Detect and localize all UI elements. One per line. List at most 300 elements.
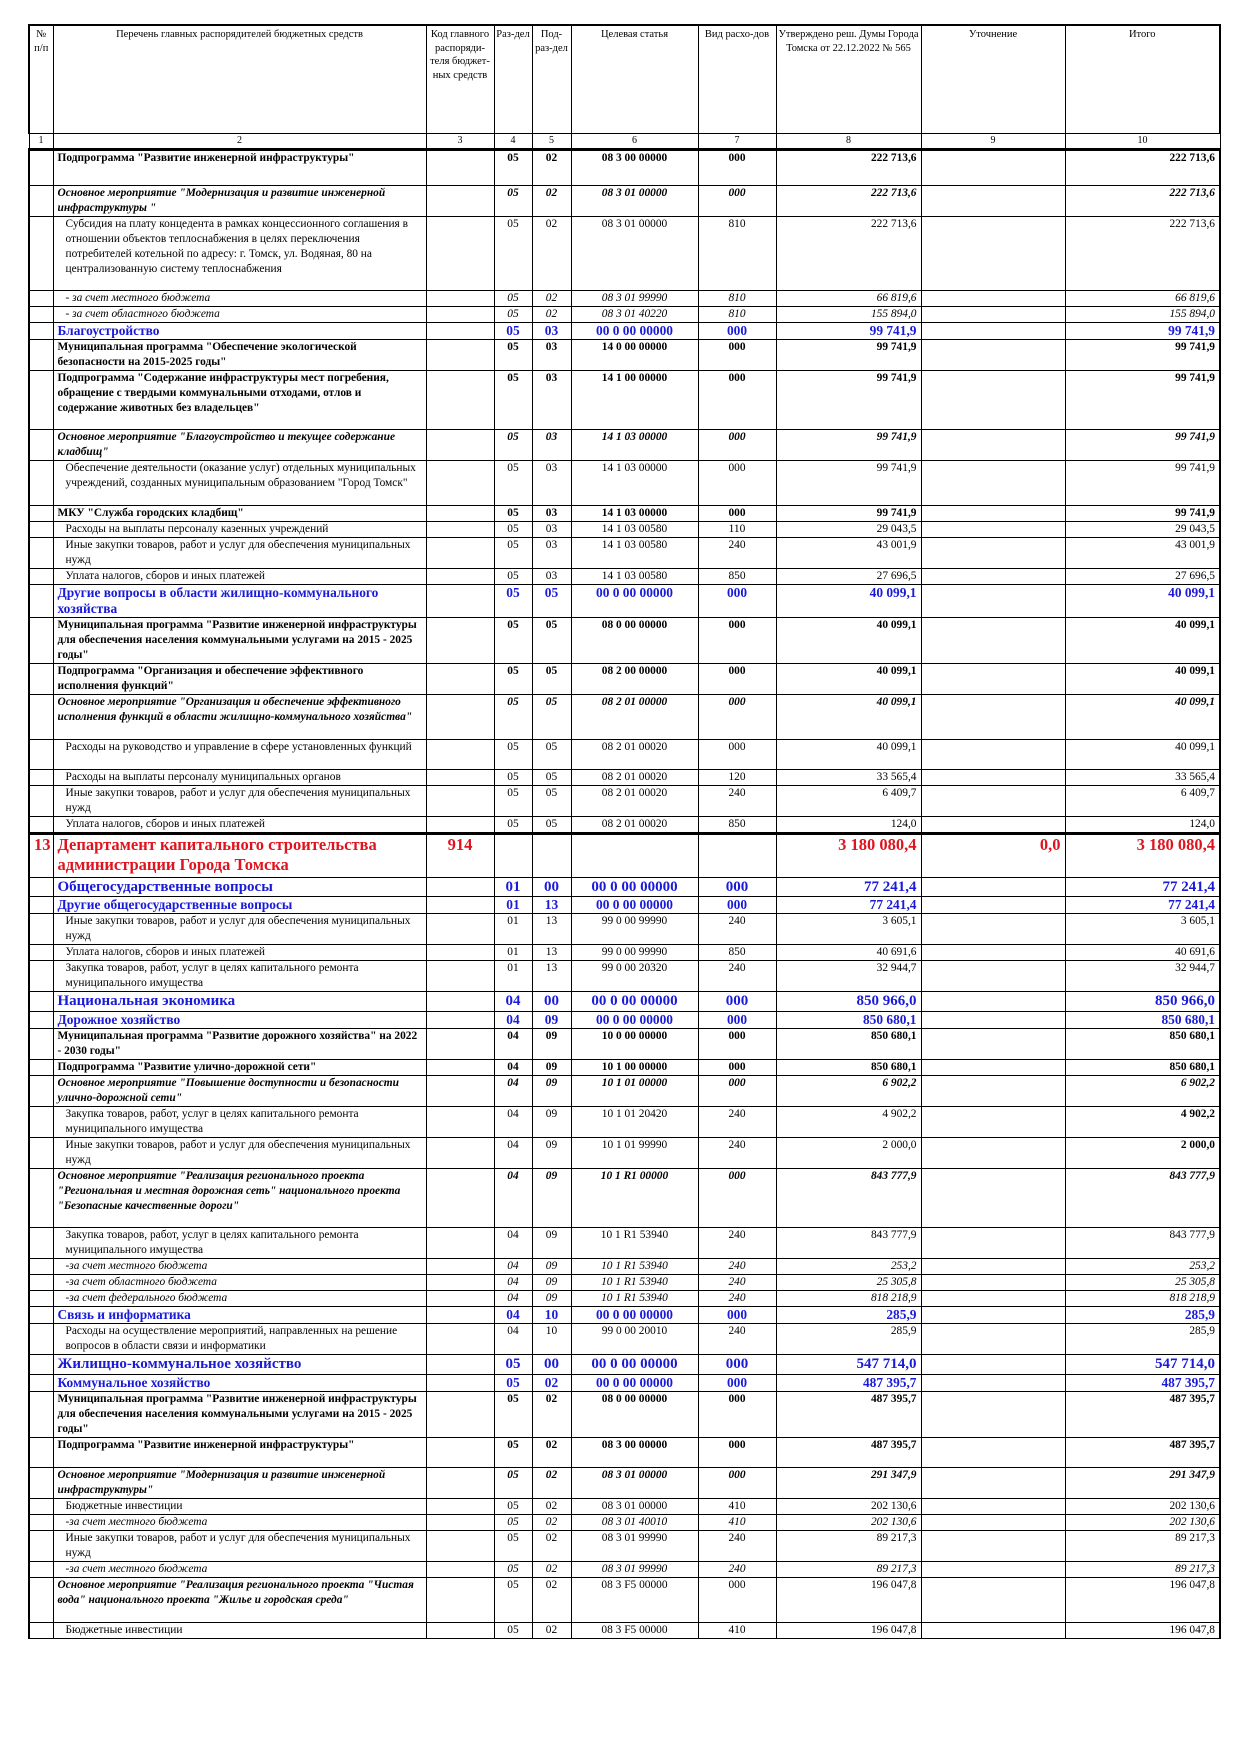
row-approved: 818 218,9: [776, 1290, 921, 1306]
row-name: Связь и информатика: [53, 1306, 426, 1323]
column-number: 9: [921, 133, 1065, 149]
row-number: [29, 429, 53, 460]
row-podrazdel: 00: [532, 991, 571, 1011]
row-target: 08 3 01 99990: [571, 1530, 698, 1561]
row-razdel: 05: [494, 1391, 532, 1437]
row-target: 08 3 00 00000: [571, 149, 698, 185]
row-change: [921, 1168, 1065, 1227]
row-number: [29, 1467, 53, 1498]
row-razdel: 04: [494, 1274, 532, 1290]
row-razdel: 04: [494, 1306, 532, 1323]
row-razdel: 05: [494, 1437, 532, 1467]
row-name: Иные закупки товаров, работ и услуг для обеспечения муниципальных нужд: [53, 537, 426, 568]
table-row: [29, 1106, 1220, 1137]
row-target: 10 1 R1 53940: [571, 1274, 698, 1290]
row-podrazdel: 09: [532, 1028, 571, 1059]
row-target: 14 0 00 00000: [571, 339, 698, 370]
row-vid: 000: [698, 1354, 776, 1374]
row-vid: 850: [698, 944, 776, 960]
row-change: [921, 1137, 1065, 1168]
table-row: [29, 1075, 1220, 1106]
column-number: 8: [776, 133, 921, 149]
row-number: [29, 505, 53, 521]
row-approved: 2 000,0: [776, 1137, 921, 1168]
row-change: [921, 149, 1065, 185]
row-target: 14 1 03 00580: [571, 537, 698, 568]
row-number: [29, 1059, 53, 1075]
table-row: [29, 1498, 1220, 1514]
table-row: [29, 877, 1220, 896]
row-total: 487 395,7: [1065, 1437, 1220, 1467]
row-number: [29, 568, 53, 584]
row-total: 818 218,9: [1065, 1290, 1220, 1306]
row-name: МКУ "Служба городских кладбищ": [53, 505, 426, 521]
table-row: [29, 1577, 1220, 1622]
row-code: [426, 896, 494, 913]
row-name: Расходы на выплаты персоналу муниципальных органов: [53, 769, 426, 785]
row-code: [426, 1391, 494, 1437]
row-change: [921, 1028, 1065, 1059]
row-total: 253,2: [1065, 1258, 1220, 1274]
row-target: 08 3 F5 00000: [571, 1577, 698, 1622]
row-number: [29, 1577, 53, 1622]
row-vid: 810: [698, 306, 776, 322]
header-vid: Вид расхо-дов: [698, 25, 776, 133]
row-total: 89 217,3: [1065, 1561, 1220, 1577]
row-number: [29, 739, 53, 769]
row-number: [29, 1274, 53, 1290]
row-approved: 3 180 080,4: [776, 833, 921, 877]
row-razdel: 05: [494, 460, 532, 505]
row-code: [426, 537, 494, 568]
row-podrazdel: 03: [532, 370, 571, 429]
header-approved: Утверждено реш. Думы Города Томска от 22.12.2022 № 565: [776, 25, 921, 133]
row-total: 843 777,9: [1065, 1168, 1220, 1227]
row-target: 14 1 03 00000: [571, 505, 698, 521]
row-razdel: 01: [494, 896, 532, 913]
row-total: 6 902,2: [1065, 1075, 1220, 1106]
row-name: Жилищно-коммунальное хозяйство: [53, 1354, 426, 1374]
row-razdel: 04: [494, 1106, 532, 1137]
row-number: [29, 785, 53, 816]
row-vid: 850: [698, 816, 776, 833]
row-target: 14 1 00 00000: [571, 370, 698, 429]
row-target: 08 0 00 00000: [571, 1391, 698, 1437]
row-podrazdel: 09: [532, 1059, 571, 1075]
row-number: [29, 769, 53, 785]
row-change: [921, 537, 1065, 568]
row-total: 4 902,2: [1065, 1106, 1220, 1137]
row-approved: 291 347,9: [776, 1467, 921, 1498]
row-vid: 000: [698, 1467, 776, 1498]
row-podrazdel: 09: [532, 1290, 571, 1306]
row-change: [921, 1354, 1065, 1374]
row-podrazdel: 09: [532, 1075, 571, 1106]
table-row: [29, 663, 1220, 694]
table-row: [29, 460, 1220, 505]
row-code: [426, 460, 494, 505]
row-podrazdel: 03: [532, 521, 571, 537]
row-change: [921, 521, 1065, 537]
row-target: 14 1 03 00580: [571, 568, 698, 584]
row-number: [29, 1258, 53, 1274]
row-vid: 240: [698, 1106, 776, 1137]
row-code: [426, 694, 494, 739]
row-approved: 43 001,9: [776, 537, 921, 568]
row-target: 10 0 00 00000: [571, 1028, 698, 1059]
row-number: [29, 816, 53, 833]
table-row: [29, 913, 1220, 944]
row-number: [29, 185, 53, 216]
row-target: 08 2 01 00020: [571, 785, 698, 816]
row-code: [426, 991, 494, 1011]
row-podrazdel: 05: [532, 785, 571, 816]
row-approved: 202 130,6: [776, 1514, 921, 1530]
row-code: [426, 149, 494, 185]
row-name: Основное мероприятие "Модернизация и развитие инженерной инфраструктуры ": [53, 185, 426, 216]
row-name: Иные закупки товаров, работ и услуг для обеспечения муниципальных нужд: [53, 785, 426, 816]
row-razdel: 05: [494, 739, 532, 769]
row-target: 10 1 01 00000: [571, 1075, 698, 1106]
row-number: [29, 913, 53, 944]
table-row: [29, 785, 1220, 816]
row-name: Иные закупки товаров, работ и услуг для обеспечения муниципальных нужд: [53, 1530, 426, 1561]
row-podrazdel: 02: [532, 216, 571, 290]
row-total: 99 741,9: [1065, 339, 1220, 370]
row-number: [29, 521, 53, 537]
row-code: [426, 1011, 494, 1028]
row-change: [921, 1577, 1065, 1622]
row-razdel: 05: [494, 1514, 532, 1530]
row-name: Уплата налогов, сборов и иных платежей: [53, 568, 426, 584]
row-code: [426, 1530, 494, 1561]
row-code: [426, 1354, 494, 1374]
table-row: [29, 306, 1220, 322]
row-vid: 000: [698, 584, 776, 617]
row-podrazdel: 02: [532, 1622, 571, 1638]
row-change: [921, 1227, 1065, 1258]
row-code: [426, 1028, 494, 1059]
row-number: 13: [29, 833, 53, 877]
row-razdel: 01: [494, 944, 532, 960]
row-name: Подпрограмма "Развитие инженерной инфраструктуры": [53, 1437, 426, 1467]
row-podrazdel: 13: [532, 896, 571, 913]
row-razdel: 04: [494, 1227, 532, 1258]
row-podrazdel: 02: [532, 1374, 571, 1391]
table-row: [29, 568, 1220, 584]
row-target: 08 2 01 00020: [571, 739, 698, 769]
row-approved: 25 305,8: [776, 1274, 921, 1290]
row-code: [426, 1168, 494, 1227]
row-target: 00 0 00 00000: [571, 877, 698, 896]
row-vid: [698, 833, 776, 877]
row-change: [921, 1374, 1065, 1391]
row-razdel: 05: [494, 370, 532, 429]
table-row: [29, 1354, 1220, 1374]
row-number: [29, 1168, 53, 1227]
row-target: [571, 833, 698, 877]
row-total: 3 180 080,4: [1065, 833, 1220, 877]
row-name: Основное мероприятие "Организация и обеспечение эффективного исполнения функций в области жилищно-коммунального хозяйства": [53, 694, 426, 739]
row-number: [29, 584, 53, 617]
row-target: 99 0 00 99990: [571, 913, 698, 944]
row-code: [426, 785, 494, 816]
row-podrazdel: 03: [532, 429, 571, 460]
row-podrazdel: 13: [532, 944, 571, 960]
column-number: 5: [532, 133, 571, 149]
row-name: Подпрограмма "Развитие инженерной инфраструктуры": [53, 149, 426, 185]
row-razdel: 05: [494, 149, 532, 185]
row-podrazdel: 02: [532, 1514, 571, 1530]
column-number: 4: [494, 133, 532, 149]
row-name: Обеспечение деятельности (оказание услуг) отдельных муниципальных учреждений, созданных муниципальным образованием "Город Томск": [53, 460, 426, 505]
row-target: 00 0 00 00000: [571, 1011, 698, 1028]
row-code: [426, 185, 494, 216]
row-code: [426, 290, 494, 306]
row-podrazdel: 00: [532, 1354, 571, 1374]
row-razdel: 04: [494, 1258, 532, 1274]
row-change: [921, 1306, 1065, 1323]
row-podrazdel: 05: [532, 816, 571, 833]
row-code: [426, 1106, 494, 1137]
row-change: [921, 1391, 1065, 1437]
row-code: [426, 1258, 494, 1274]
row-code: 914: [426, 833, 494, 877]
table-row: [29, 1561, 1220, 1577]
row-approved: 99 741,9: [776, 370, 921, 429]
row-approved: 40 099,1: [776, 663, 921, 694]
row-code: [426, 521, 494, 537]
table-row: [29, 1306, 1220, 1323]
row-razdel: 04: [494, 1323, 532, 1354]
row-podrazdel: 05: [532, 769, 571, 785]
table-row: [29, 290, 1220, 306]
row-total: 547 714,0: [1065, 1354, 1220, 1374]
row-change: [921, 339, 1065, 370]
row-podrazdel: 02: [532, 1498, 571, 1514]
budget-table-sheet: [28, 24, 1219, 1639]
row-razdel: 05: [494, 769, 532, 785]
row-change: [921, 877, 1065, 896]
row-target: 08 2 01 00000: [571, 694, 698, 739]
row-code: [426, 877, 494, 896]
row-change: [921, 694, 1065, 739]
row-vid: 000: [698, 505, 776, 521]
row-vid: 000: [698, 429, 776, 460]
row-approved: 487 395,7: [776, 1374, 921, 1391]
row-vid: 000: [698, 1059, 776, 1075]
row-vid: 810: [698, 216, 776, 290]
row-vid: 240: [698, 1227, 776, 1258]
row-podrazdel: 02: [532, 1391, 571, 1437]
row-change: [921, 1075, 1065, 1106]
row-vid: 000: [698, 1306, 776, 1323]
row-name: Субсидия на плату концедента в рамках концессионного соглашения в отношении объектов теплоснабжения в целях переключения потребителей котельной по адресу: г. Томск, ул. Водяная, 80 на централизованную систему теплоснабжения: [53, 216, 426, 290]
table-row: [29, 739, 1220, 769]
row-podrazdel: 02: [532, 149, 571, 185]
row-podrazdel: 02: [532, 1577, 571, 1622]
row-code: [426, 584, 494, 617]
row-podrazdel: 03: [532, 505, 571, 521]
row-vid: 000: [698, 1391, 776, 1437]
row-approved: 124,0: [776, 816, 921, 833]
row-vid: 000: [698, 1011, 776, 1028]
row-change: [921, 1106, 1065, 1137]
row-code: [426, 739, 494, 769]
row-podrazdel: 03: [532, 568, 571, 584]
row-name: Основное мероприятие "Реализация регионального проекта "Чистая вода" национального проекта "Жилье и городская среда": [53, 1577, 426, 1622]
row-razdel: 05: [494, 1374, 532, 1391]
table-row: [29, 816, 1220, 833]
row-number: [29, 290, 53, 306]
row-name: Департамент капитального строительства администрации Города Томска: [53, 833, 426, 877]
row-podrazdel: 02: [532, 1437, 571, 1467]
row-change: [921, 1258, 1065, 1274]
row-code: [426, 1075, 494, 1106]
row-change: [921, 816, 1065, 833]
row-name: Муниципальная программа "Развитие дорожного хозяйства" на 2022 - 2030 годы": [53, 1028, 426, 1059]
row-podrazdel: 09: [532, 1274, 571, 1290]
row-name: Муниципальная программа "Развитие инженерной инфраструктуры для обеспечения населения коммунальными услугами на 2015 - 2025 годы": [53, 617, 426, 663]
row-razdel: 05: [494, 429, 532, 460]
row-target: 08 3 F5 00000: [571, 1622, 698, 1638]
row-vid: 410: [698, 1622, 776, 1638]
row-vid: 000: [698, 694, 776, 739]
row-podrazdel: 10: [532, 1306, 571, 1323]
row-podrazdel: 05: [532, 584, 571, 617]
row-target: 00 0 00 00000: [571, 991, 698, 1011]
row-razdel: 05: [494, 1530, 532, 1561]
header-name: Перечень главных распорядителей бюджетных средств: [53, 25, 426, 133]
row-approved: 40 099,1: [776, 739, 921, 769]
row-name: Иные закупки товаров, работ и услуг для обеспечения муниципальных нужд: [53, 1137, 426, 1168]
row-podrazdel: 09: [532, 1168, 571, 1227]
row-approved: 89 217,3: [776, 1530, 921, 1561]
row-vid: 000: [698, 339, 776, 370]
row-total: 843 777,9: [1065, 1227, 1220, 1258]
row-total: 487 395,7: [1065, 1391, 1220, 1437]
row-razdel: 05: [494, 537, 532, 568]
row-name: -за счет федерального бюджета: [53, 1290, 426, 1306]
row-approved: 40 099,1: [776, 694, 921, 739]
row-number: [29, 1622, 53, 1638]
row-target: 08 3 01 00000: [571, 1467, 698, 1498]
row-change: [921, 460, 1065, 505]
row-name: Другие вопросы в области жилищно-коммунального хозяйства: [53, 584, 426, 617]
row-total: 850 966,0: [1065, 991, 1220, 1011]
row-number: [29, 663, 53, 694]
row-number: [29, 991, 53, 1011]
row-razdel: 04: [494, 1028, 532, 1059]
row-total: 32 944,7: [1065, 960, 1220, 991]
row-podrazdel: 02: [532, 290, 571, 306]
row-code: [426, 306, 494, 322]
row-approved: 850 966,0: [776, 991, 921, 1011]
row-razdel: 01: [494, 877, 532, 896]
row-target: 10 1 01 99990: [571, 1137, 698, 1168]
table-row: [29, 1437, 1220, 1467]
row-razdel: 05: [494, 568, 532, 584]
row-number: [29, 960, 53, 991]
table-row: [29, 149, 1220, 185]
row-change: [921, 785, 1065, 816]
row-name: -за счет местного бюджета: [53, 1561, 426, 1577]
row-name: Другие общегосударственные вопросы: [53, 896, 426, 913]
row-target: 10 1 00 00000: [571, 1059, 698, 1075]
row-change: [921, 1059, 1065, 1075]
row-code: [426, 505, 494, 521]
row-approved: 40 691,6: [776, 944, 921, 960]
row-number: [29, 1075, 53, 1106]
row-approved: 547 714,0: [776, 1354, 921, 1374]
row-razdel: 01: [494, 913, 532, 944]
row-approved: 33 565,4: [776, 769, 921, 785]
row-target: 08 3 01 00000: [571, 1498, 698, 1514]
row-change: [921, 960, 1065, 991]
row-razdel: 01: [494, 960, 532, 991]
row-change: [921, 896, 1065, 913]
row-number: [29, 1514, 53, 1530]
row-approved: 40 099,1: [776, 584, 921, 617]
row-approved: 222 713,6: [776, 149, 921, 185]
row-change: [921, 1467, 1065, 1498]
row-vid: 000: [698, 739, 776, 769]
table-row: [29, 1467, 1220, 1498]
row-change: 0,0: [921, 833, 1065, 877]
row-code: [426, 769, 494, 785]
table-row: [29, 1323, 1220, 1354]
header-total: Итого: [1065, 25, 1220, 133]
row-target: 14 1 03 00000: [571, 429, 698, 460]
table-row: [29, 584, 1220, 617]
row-change: [921, 739, 1065, 769]
row-code: [426, 1137, 494, 1168]
row-total: 196 047,8: [1065, 1622, 1220, 1638]
table-row: [29, 339, 1220, 370]
row-podrazdel: 02: [532, 1561, 571, 1577]
row-total: 2 000,0: [1065, 1137, 1220, 1168]
row-podrazdel: 13: [532, 913, 571, 944]
row-target: 08 0 00 00000: [571, 617, 698, 663]
row-approved: 850 680,1: [776, 1059, 921, 1075]
table-row: [29, 617, 1220, 663]
table-row: [29, 833, 1220, 877]
row-code: [426, 1514, 494, 1530]
row-change: [921, 584, 1065, 617]
row-number: [29, 216, 53, 290]
row-name: - за счет областного бюджета: [53, 306, 426, 322]
row-total: 850 680,1: [1065, 1011, 1220, 1028]
row-name: Муниципальная программа "Обеспечение экологической безопасности на 2015-2025 годы": [53, 339, 426, 370]
row-razdel: 05: [494, 663, 532, 694]
row-number: [29, 537, 53, 568]
row-vid: 120: [698, 769, 776, 785]
row-razdel: 05: [494, 339, 532, 370]
row-vid: 240: [698, 1561, 776, 1577]
header-change: Уточнение: [921, 25, 1065, 133]
column-number: 2: [53, 133, 426, 149]
table-row: [29, 1290, 1220, 1306]
row-total: 99 741,9: [1065, 460, 1220, 505]
row-name: Закупка товаров, работ, услуг в целях капитального ремонта муниципального имущества: [53, 1106, 426, 1137]
row-code: [426, 816, 494, 833]
row-code: [426, 1323, 494, 1354]
row-target: 10 1 R1 53940: [571, 1258, 698, 1274]
row-podrazdel: 03: [532, 339, 571, 370]
row-approved: 843 777,9: [776, 1168, 921, 1227]
row-vid: 410: [698, 1498, 776, 1514]
row-razdel: 05: [494, 1354, 532, 1374]
